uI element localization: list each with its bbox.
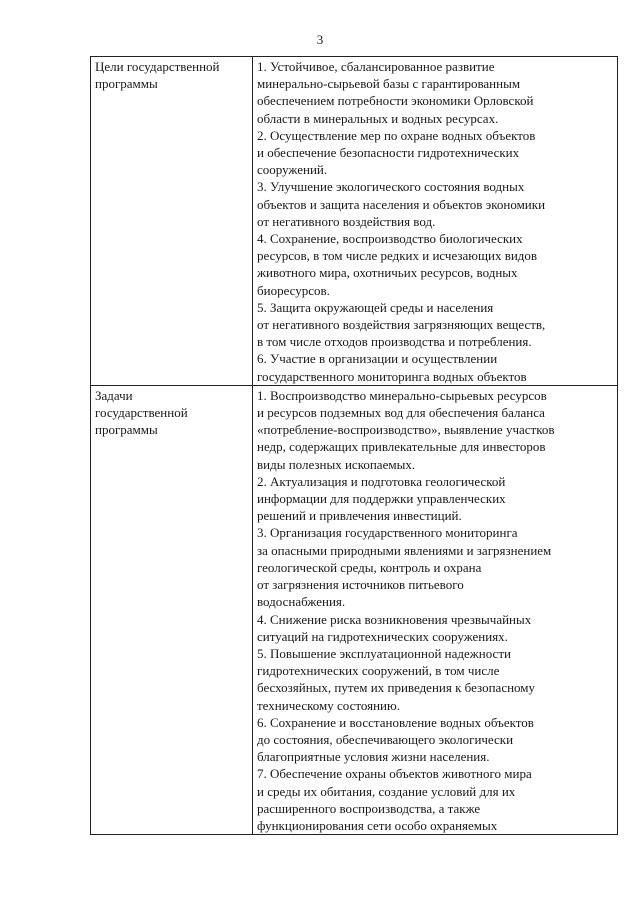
text-line: 6. Сохранение и восстановление водных объектов: [257, 714, 534, 730]
tasks-label-line: Задачи: [95, 387, 133, 403]
tasks-label-line: государственной: [95, 405, 188, 421]
goal-item-2: [257, 127, 614, 179]
text-line: сооружений.: [257, 162, 328, 178]
text-line: функционирования сети особо охраняемых: [257, 817, 498, 833]
text-line: до состояния, обеспечивающего экологически: [257, 731, 514, 747]
text-line: расширенного воспроизводства, а также: [257, 800, 481, 816]
text-line: водоснабжения.: [257, 594, 346, 610]
task-item-4: [257, 611, 614, 645]
tasks-label-line: программы: [95, 422, 158, 438]
text-line: государственного мониторинга водных объектов: [257, 368, 527, 384]
goal-item-1: [257, 58, 614, 127]
text-line: биоресурсов.: [257, 282, 330, 298]
text-line: в том числе отходов производства и потребления.: [257, 334, 532, 350]
text-line: 6. Участие в организации и осуществлении: [257, 351, 498, 367]
text-line: 4. Сохранение, воспроизводство биологических: [257, 231, 523, 247]
goals-content-cell: [253, 57, 618, 386]
tasks-label-cell: [91, 385, 253, 834]
task-item-7: [257, 765, 614, 834]
text-line: решений и привлечения инвестиций.: [257, 508, 462, 524]
text-line: и обеспечение безопасности гидротехнических: [257, 145, 520, 161]
text-line: и ресурсов подземных вод для обеспечения баланса: [257, 405, 545, 421]
goals-label-cell: [91, 57, 253, 386]
text-line: гидротехнических сооружений, в том числе: [257, 663, 500, 679]
text-line: информации для поддержки управленческих: [257, 491, 506, 507]
text-line: минерально-сырьевой базы с гарантированным: [257, 76, 521, 92]
text-line: техническому состоянию.: [257, 697, 400, 713]
goals-label-line: программы: [95, 76, 158, 92]
goal-item-4: [257, 230, 614, 299]
text-line: 5. Повышение эксплуатационной надежности: [257, 645, 511, 661]
text-line: от негативного воздействия загрязняющих веществ,: [257, 317, 546, 333]
text-line: за опасными природными явлениями и загрязнением: [257, 542, 552, 558]
goal-item-5: [257, 299, 614, 351]
text-line: от загрязнения источников питьевого: [257, 577, 464, 593]
goal-item-3: [257, 178, 614, 230]
goals-label-line: Цели государственной: [95, 59, 220, 74]
text-line: недр, содержащих привлекательные для инвесторов: [257, 439, 546, 455]
text-line: от негативного воздействия вод.: [257, 213, 436, 229]
text-line: бесхозяйных, путем их приведения к безопасному: [257, 680, 536, 696]
text-line: 3. Улучшение экологического состояния водных: [257, 179, 525, 195]
goal-item-6: [257, 350, 614, 384]
text-line: геологической среды, контроль и охрана: [257, 559, 482, 575]
text-line: благоприятные условия жизни населения.: [257, 749, 490, 765]
text-line: ситуаций на гидротехнических сооружениях.: [257, 628, 508, 644]
page-number: 3: [316, 32, 324, 47]
text-line: 1. Воспроизводство минерально-сырьевых ресурсов: [257, 387, 547, 403]
text-line: ресурсов, в том числе редких и исчезающих видов: [257, 248, 538, 264]
table-row-tasks: [91, 385, 618, 834]
text-line: 1. Устойчивое, сбалансированное развитие: [257, 59, 495, 74]
text-line: 2. Осуществление мер по охране водных объектов: [257, 127, 536, 143]
text-line: и среды их обитания, создание условий для их: [257, 783, 516, 799]
program-passport-table: [90, 56, 618, 835]
tasks-content-cell: [253, 385, 618, 834]
table-row-goals: [91, 57, 618, 386]
text-line: объектов и защита населения и объектов экономики: [257, 196, 546, 212]
text-line: 7. Обеспечение охраны объектов животного мира: [257, 766, 532, 782]
text-line: обеспечением потребности экономики Орловской: [257, 93, 534, 109]
text-line: 3. Организация государственного мониторинга: [257, 525, 518, 541]
task-item-2: [257, 473, 614, 525]
task-item-5: [257, 645, 614, 714]
text-line: животного мира, охотничьих ресурсов, водных: [257, 265, 518, 281]
text-line: виды полезных ископаемых.: [257, 456, 416, 472]
text-line: 5. Защита окружающей среды и населения: [257, 299, 494, 315]
text-line: области в минеральных и водных ресурсах.: [257, 110, 499, 126]
text-line: «потребление-воспроизводство», выявление участков: [257, 422, 555, 438]
text-line: 4. Снижение риска возникновения чрезвычайных: [257, 611, 532, 627]
text-line: 2. Актуализация и подготовка геологической: [257, 473, 506, 489]
task-item-3: [257, 524, 614, 610]
task-item-1: [257, 387, 614, 473]
task-item-6: [257, 714, 614, 766]
